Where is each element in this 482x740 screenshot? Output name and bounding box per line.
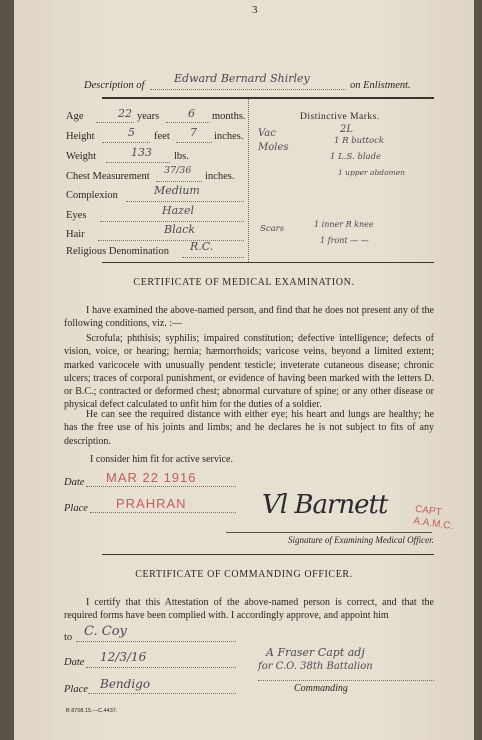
to-label: to <box>64 632 73 643</box>
frame-divider <box>248 99 249 262</box>
chest-value: 37/36 <box>164 165 192 176</box>
scar-1: 1 inner R knee <box>314 220 374 229</box>
mole-1: 1 R buttock <box>334 136 384 146</box>
vac-value: 2L <box>340 124 354 135</box>
moles-label: Moles <box>258 142 289 153</box>
medical-conditions: Scrofula; phthisis; syphilis; impaired constitution; defective intelligence; defects of vision, voice, or hearing; hernia; hæmorrhoids; varicose veins, beyond a limited extent; marked varicocele with unusually pendent testicle; inveterate cutaneous disease; chronic ulcers; traces of corporal punishment, or evidence of having been marked with the letters D. or B.C.; contracted or deformed chest; abnormal curvature of spine; or any other disease or physical defect calculated to unfit him for the duties of a soldier. <box>64 333 434 411</box>
height-feet: 5 <box>128 126 135 139</box>
commanding-signature: A Fraser Capt adj <box>266 646 365 659</box>
description-suffix: on Enlistment. <box>350 80 411 91</box>
commanding-certificate-title: CERTIFICATE OF COMMANDING OFFICER. <box>135 569 353 580</box>
chest-unit: inches. <box>205 171 235 182</box>
medical-intro: I have examined the above-named person, and find that he does not present any of the following conditions, viz. :— <box>64 305 434 330</box>
height-inches: 7 <box>190 126 197 139</box>
commanding-date-value: 12/3/16 <box>100 650 147 664</box>
hair-value: Black <box>164 223 195 236</box>
years-label: years <box>137 111 160 122</box>
distinctive-marks-title: Distinctive Marks. <box>300 112 380 122</box>
scars-label: Scars <box>260 224 285 234</box>
age-label: Age <box>66 111 84 122</box>
frame-bottom-rule <box>102 262 434 263</box>
weight-unit: lbs. <box>174 151 189 162</box>
eyes-value: Hazel <box>162 204 194 217</box>
religion-label: Religious Denomination <box>66 246 169 257</box>
soldier-name: Edward Bernard Shirley <box>174 72 310 85</box>
medical-officer-signature: Vl Barnett <box>262 490 388 520</box>
months-label: months. <box>212 111 246 122</box>
commanding-unit: for C.O. 38th Battalion <box>258 661 373 672</box>
printer-code: B 8708.15.—C.4437. <box>66 708 118 714</box>
description-prefix: Description of <box>84 80 145 91</box>
to-value: C. Coy <box>84 624 127 639</box>
commanding-label: Commanding <box>294 683 348 694</box>
complexion-label: Complexion <box>66 190 118 201</box>
vac-label: Vac <box>258 128 276 139</box>
commanding-statement: I certify that this Attestation of the above-named person is correct, and that the required forms have been complied with. I accordingly approve, and appoint him <box>64 597 434 622</box>
mole-2: 1 L.S. blade <box>330 152 382 162</box>
commanding-date-label: Date <box>64 657 85 668</box>
weight-value: 133 <box>131 146 152 159</box>
fit-statement: I consider him fit for active service. <box>90 454 233 465</box>
height-label: Height <box>66 131 95 142</box>
inches-label: inches. <box>214 131 244 142</box>
section-divider <box>102 554 434 555</box>
capt-stamp: CAPT A.A.M.C. <box>412 503 454 533</box>
eyes-label: Eyes <box>66 210 87 221</box>
feet-label: feet <box>154 131 170 142</box>
medical-date-stamp: MAR 22 1916 <box>106 470 197 485</box>
medical-date-label: Date <box>64 477 85 488</box>
page-number: 3 <box>252 4 258 16</box>
medical-certificate-title: CERTIFICATE OF MEDICAL EXAMINATION. <box>133 277 355 288</box>
age-months: 6 <box>188 107 195 120</box>
religion-value: R.C. <box>190 240 214 253</box>
scar-2: 1 front — — <box>320 236 369 245</box>
chest-label: Chest Measurement <box>66 171 150 182</box>
age-years: 22 <box>118 107 132 120</box>
attestation-page <box>14 0 474 740</box>
medical-place-label: Place <box>64 503 88 514</box>
signature-medical-label: Signature of Examining Medical Officer. <box>288 535 434 545</box>
frame-top-rule <box>102 97 434 99</box>
mole-3: 1 upper abdomen <box>338 168 405 177</box>
commanding-place-value: Bendigo <box>100 677 151 691</box>
medical-fitness: He can see the required distance with either eye; his heart and lungs are healthy; he has the free use of his joints and limbs; and he declares he is not subject to fits of any description. <box>64 409 434 447</box>
hair-label: Hair <box>66 229 85 240</box>
commanding-place-label: Place <box>64 684 88 695</box>
weight-label: Weight <box>66 151 97 162</box>
complexion-value: Medium <box>154 184 200 197</box>
medical-place-stamp: PRAHRAN <box>116 496 187 511</box>
